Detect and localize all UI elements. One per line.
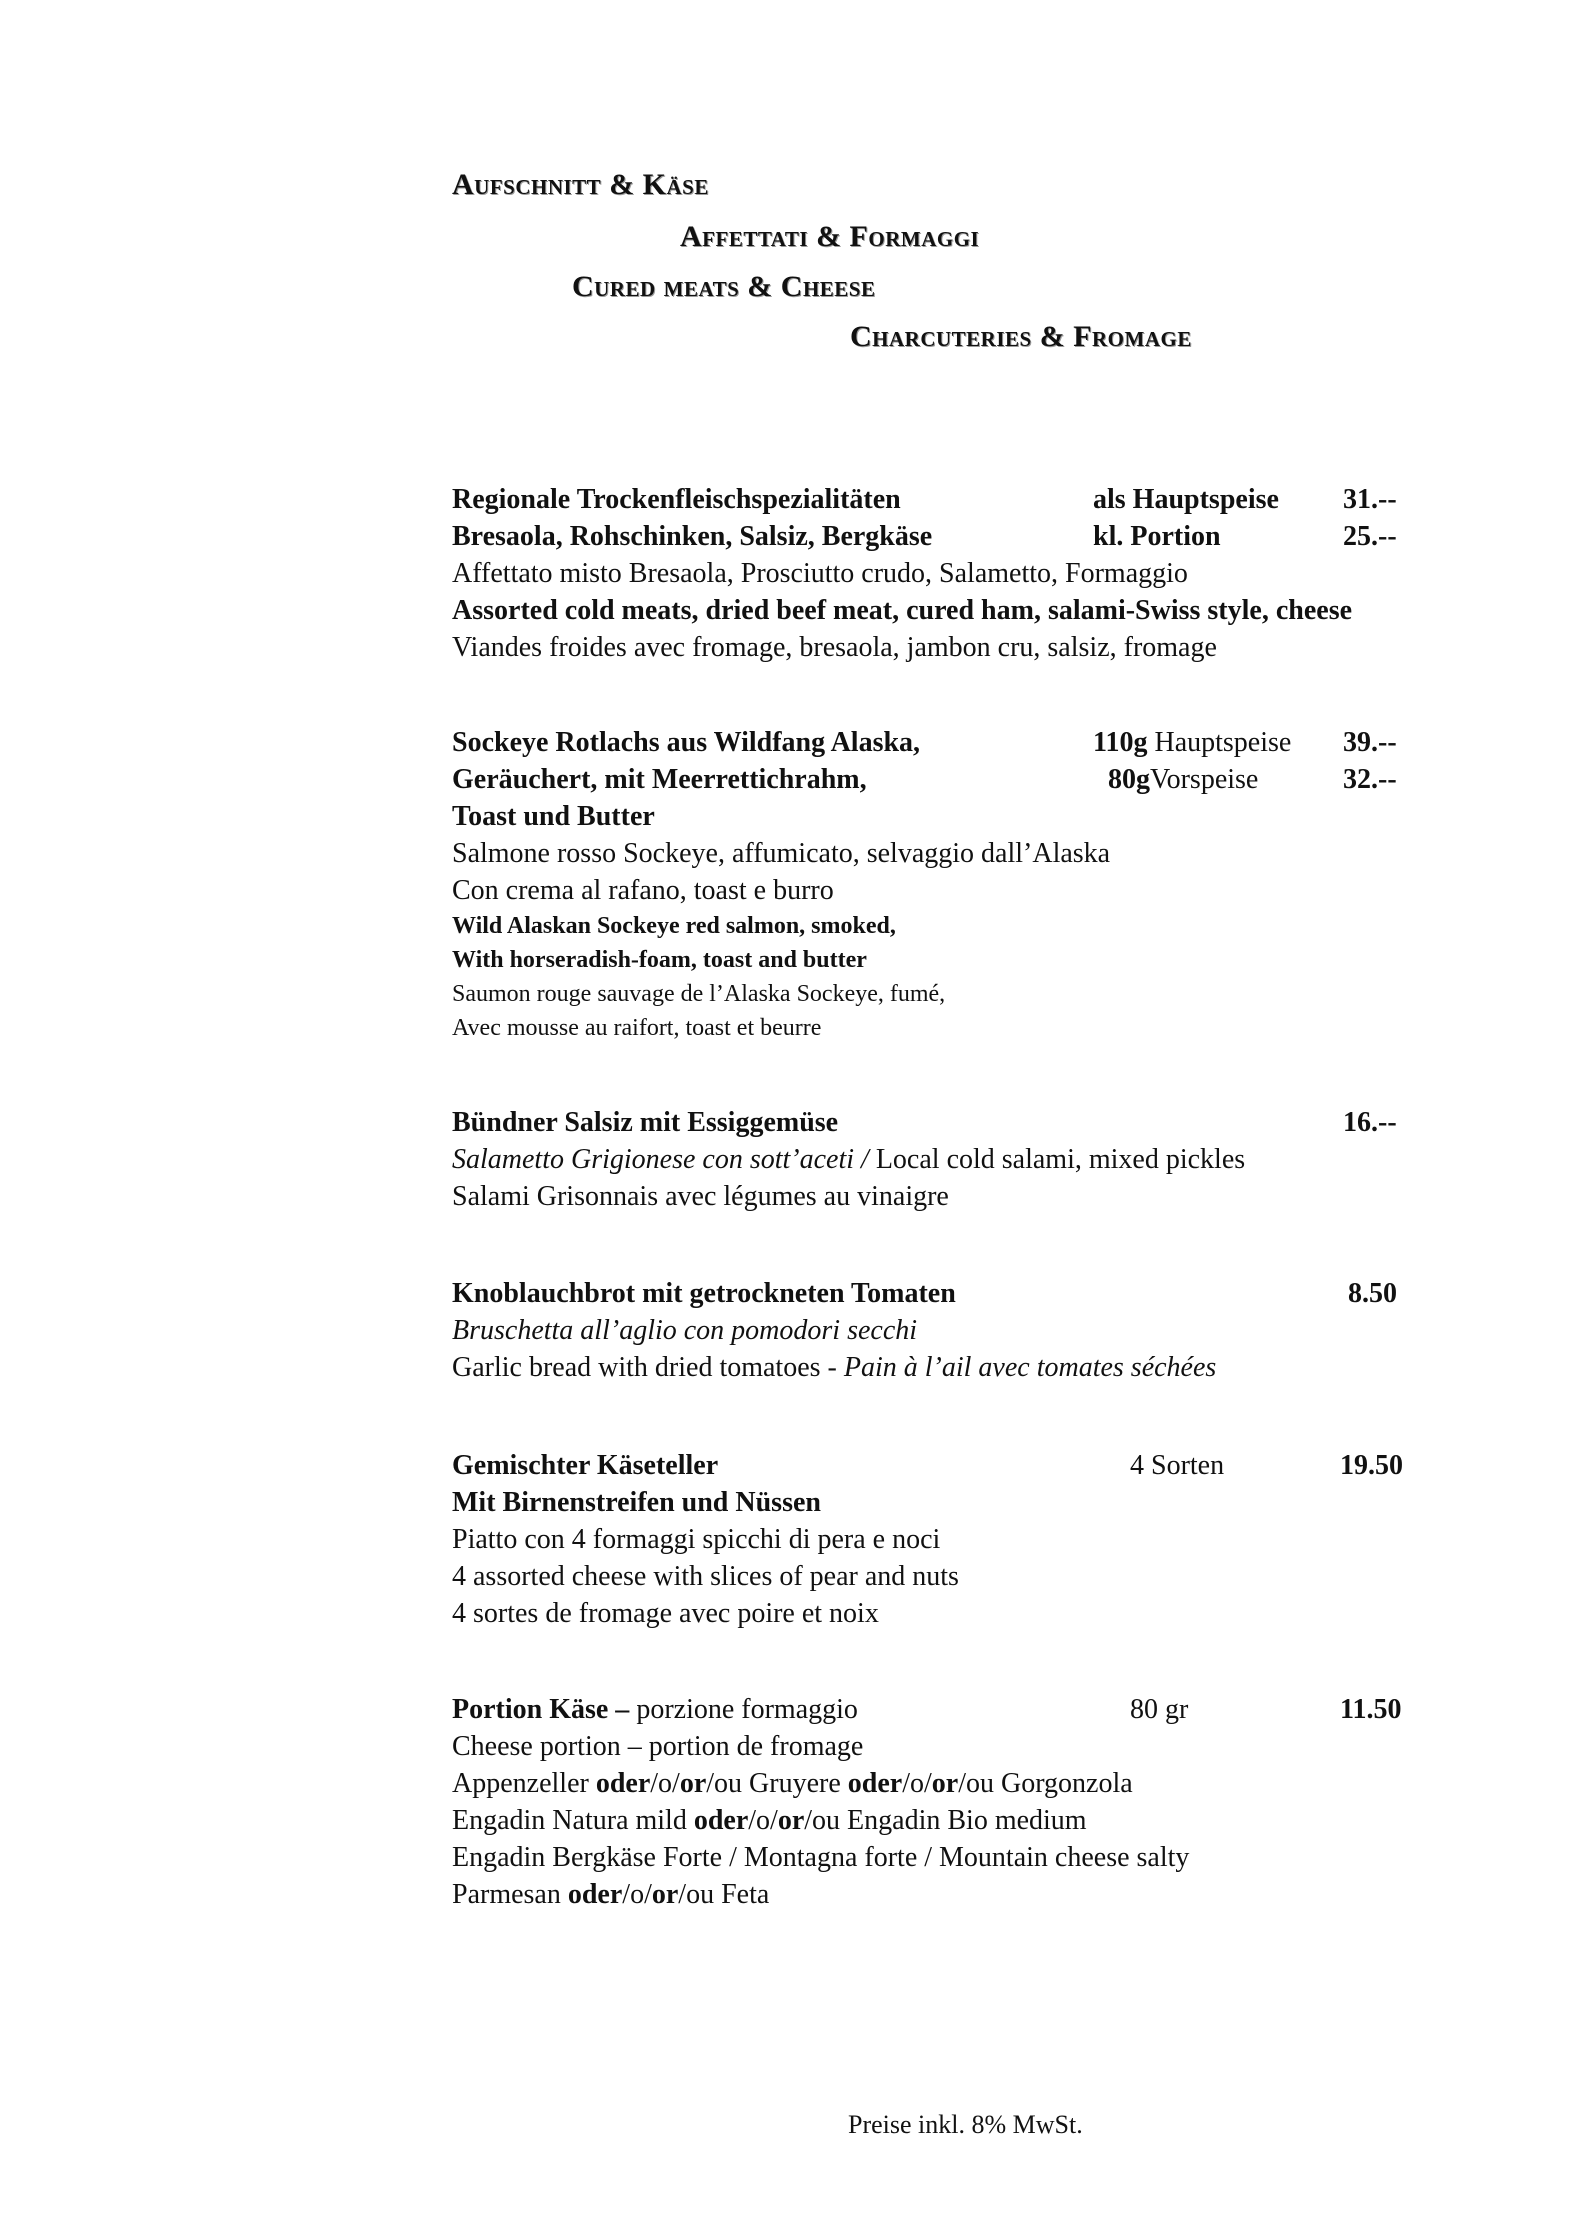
item-kaeseteller-desc-fr: 4 sortes de fromage avec poire et noix (452, 1598, 879, 1629)
item-salsiz-desc-it-en: Salametto Grigionese con sott’aceti / Local cold salami, mixed pickles (452, 1144, 1246, 1175)
item-kaeseteller-name-1: Gemischter Käseteller (452, 1450, 719, 1481)
item-trockenfleisch-size-main: als Hauptspeise (1093, 484, 1279, 515)
item-trockenfleisch-name: Regionale Trockenfleischspezialitäten (452, 484, 901, 515)
vat-note: Preise inkl. 8% MwSt. (848, 2110, 1083, 2139)
item-knoblauchbrot-desc-it: Bruschetta all’aglio con pomodori secchi (452, 1315, 918, 1346)
cheese-option-4: Parmesan oder/o/or/ou Feta (452, 1879, 770, 1910)
item-lachs-desc-it-2: Con crema al rafano, toast e burro (452, 875, 834, 906)
item-portion-kaese-name: Portion Käse – porzione formaggio (452, 1694, 858, 1725)
item-lachs-desc-fr-1: Saumon rouge sauvage de l’Alaska Sockeye, fumé, (452, 981, 946, 1007)
item-portion-kaese-desc: Cheese portion – portion de fromage (452, 1731, 864, 1762)
item-lachs-desc-en-2: With horseradish-foam, toast and butter (452, 947, 867, 973)
item-salsiz-price: 16.-- (1343, 1107, 1397, 1138)
item-trockenfleisch-sub: Bresaola, Rohschinken, Salsiz, Bergkäse (452, 521, 933, 552)
item-lachs-desc-en-1: Wild Alaskan Sockeye red salmon, smoked, (452, 913, 896, 939)
item-trockenfleisch-price-small: 25.-- (1343, 521, 1397, 552)
item-kaeseteller-name-2: Mit Birnenstreifen und Nüssen (452, 1487, 821, 1518)
cheese-option-3: Engadin Bergkäse Forte / Montagna forte / Mountain cheese salty (452, 1842, 1190, 1873)
item-salsiz-name: Bündner Salsiz mit Essiggemüse (452, 1107, 839, 1138)
item-knoblauchbrot-name: Knoblauchbrot mit getrockneten Tomaten (452, 1278, 956, 1309)
item-lachs-desc-fr-2: Avec mousse au raifort, toast et beurre (452, 1015, 822, 1041)
item-lachs-price-main: 39.-- (1343, 727, 1397, 758)
item-kaeseteller-desc-it: Piatto con 4 formaggi spicchi di pera e noci (452, 1524, 941, 1555)
item-lachs-price-small: 32.-- (1343, 764, 1397, 795)
item-lachs-name-2: Geräuchert, mit Meerrettichrahm, (452, 764, 867, 795)
cheese-option-2: Engadin Natura mild oder/o/or/ou Engadin Bio medium (452, 1805, 1087, 1836)
item-portion-kaese-size: 80 gr (1130, 1694, 1189, 1725)
item-lachs-name-3: Toast und Butter (452, 801, 655, 832)
item-lachs-name-1: Sockeye Rotlachs aus Wildfang Alaska, (452, 727, 921, 758)
item-trockenfleisch-price-main: 31.-- (1343, 484, 1397, 515)
title-english: Cured meats & Cheese (572, 270, 876, 303)
item-trockenfleisch-desc-fr: Viandes froides avec fromage, bresaola, jambon cru, salsiz, fromage (452, 632, 1217, 663)
item-knoblauchbrot-desc-en-fr: Garlic bread with dried tomatoes - Pain à l’ail avec tomates séchées (452, 1352, 1217, 1383)
item-lachs-size-small: 80gVorspeise (1108, 764, 1259, 795)
item-kaeseteller-size: 4 Sorten (1130, 1450, 1225, 1481)
item-portion-kaese-price: 11.50 (1340, 1694, 1402, 1725)
title-italian: Affettati & Formaggi (680, 220, 980, 253)
item-kaeseteller-desc-en: 4 assorted cheese with slices of pear and nuts (452, 1561, 959, 1592)
item-salsiz-desc-fr: Salami Grisonnais avec légumes au vinaigre (452, 1181, 949, 1212)
cheese-option-1: Appenzeller oder/o/or/ou Gruyere oder/o/or/ou Gorgonzola (452, 1768, 1133, 1799)
title-german: Aufschnitt & Käse (452, 168, 709, 201)
item-trockenfleisch-desc-en: Assorted cold meats, dried beef meat, cured ham, salami-Swiss style, cheese (452, 595, 1353, 626)
item-lachs-size-main: 110g Hauptspeise (1093, 727, 1292, 758)
item-lachs-desc-it-1: Salmone rosso Sockeye, affumicato, selvaggio dall’Alaska (452, 838, 1111, 869)
item-knoblauchbrot-price: 8.50 (1348, 1278, 1397, 1309)
item-trockenfleisch-size-small: kl. Portion (1093, 521, 1221, 552)
item-kaeseteller-price: 19.50 (1340, 1450, 1403, 1481)
item-trockenfleisch-desc-it: Affettato misto Bresaola, Prosciutto crudo, Salametto, Formaggio (452, 558, 1188, 589)
title-french: Charcuteries & Fromage (850, 320, 1192, 353)
